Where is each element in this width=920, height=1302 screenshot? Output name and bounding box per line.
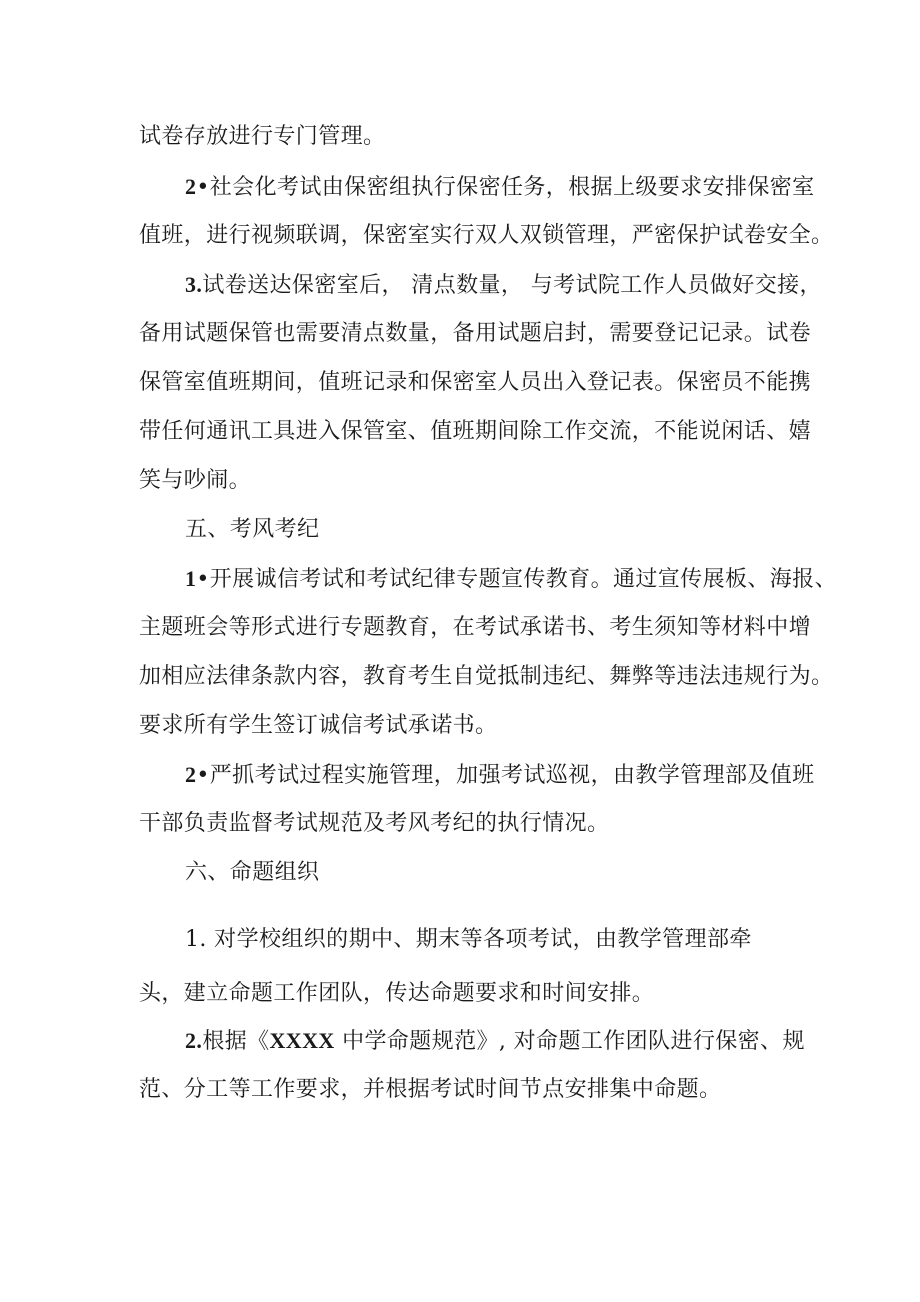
paragraph-line: 1. 对学校组织的期中、期末等各项考试，由教学管理部牵 — [185, 927, 752, 952]
bold-placeholder-text: XXXX — [269, 1028, 335, 1053]
paragraph-line: 干部负责监督考试规范及考风考纪的执行情况。 — [139, 811, 610, 836]
paragraph-line: 值班，进行视频联调，保密室实行双人双锁管理，严密保护试卷安全。 — [139, 223, 834, 248]
item-number: 3. — [185, 272, 203, 297]
item-number: 1 — [185, 566, 197, 591]
list-item-number-line: 1•开展诚信考试和考试纪律专题宣传教育。通过宣传展板、海报、 — [185, 566, 837, 592]
paragraph-line: 范、分工等工作要求，并根据考试时间节点安排集中命题。 — [139, 1077, 722, 1102]
paragraph-line: 保管室值班期间，值班记录和保密室人员出入登记表。保密员不能携 — [139, 370, 812, 395]
paragraph-line: 要求所有学生签订诚信考试承诺书。 — [139, 713, 498, 738]
section-heading: 五、考风考纪 — [185, 517, 320, 542]
paragraph-line: 试卷存放进行专门管理。 — [139, 124, 386, 149]
item-number: 2. — [185, 1028, 203, 1053]
list-item-number-line: 2•严抓考试过程实施管理，加强考试巡视，由教学管理部及值班 — [185, 762, 815, 788]
paragraph-line: 笑与吵闹。 — [139, 468, 252, 493]
list-item-number-line: 2.根据《XXXX 中学命题规范》, 对命题工作团队进行保密、规 — [185, 1028, 805, 1054]
paragraph-line: 备用试题保管也需要清点数量，备用试题启封，需要登记记录。试卷 — [139, 321, 812, 346]
list-item-number-line: 2•社会化考试由保密组执行保密任务，根据上级要求安排保密室 — [185, 174, 815, 200]
paragraph-line: 主题班会等形式进行专题教育，在考试承诺书、考生须知等材料中增 — [139, 615, 812, 640]
paragraph-line: 带任何通讯工具进入保管室、值班期间除工作交流，不能说闲话、嬉 — [139, 419, 812, 444]
list-item-number-line: 3.试卷送达保密室后， 清点数量， 与考试院工作人员做好交接， — [185, 272, 822, 298]
paragraph-line: 加相应法律条款内容，教育考生自觉抵制违纪、舞弊等违法违规行为。 — [139, 664, 834, 689]
section-heading: 六、命题组织 — [185, 860, 320, 885]
item-number: 2 — [185, 174, 197, 199]
item-number: 2 — [185, 762, 197, 787]
paragraph-line: 头，建立命题工作团队，传达命题要求和时间安排。 — [139, 981, 655, 1006]
